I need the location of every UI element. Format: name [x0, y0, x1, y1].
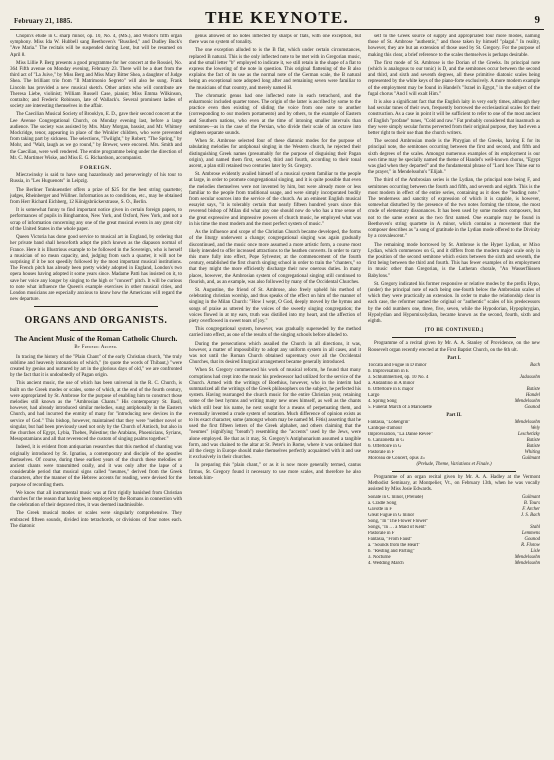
programme-composer: Gounod	[524, 404, 540, 410]
programme-piece: Cantique d'amour	[368, 425, 403, 431]
programme-composer: Batiste	[526, 443, 540, 449]
programme-composer: Stahl	[530, 525, 540, 531]
paragraph: We know that all instrumental music was at first rigidly banished from Christian churches for the reason that having been employed by the Romans in connection with the celebration of their depraved rites, it was deemed inadmissible.	[10, 490, 182, 509]
issue-date: February 21, 1885.	[14, 17, 73, 25]
paragraph: In preparing this "plain chant," or as it is now more generally termed, cantus firmus, St. Gregory found it necessary to use more scales, and therefore he also betook him-	[189, 463, 361, 481]
paragraph: Miss Lillie P. Berg presents a good programme for her concert at the Rossiel, No. 364 Fifth avenue on Monday evening, February 23. There will be a duet from the third act of "La Juive," by Miss Berg and Miss Mary Bitter Shea, a daughter of Judge Shea. The brilliant trio from "Il Matrimonio Segreto" will also be sung. Frank Lincoln has provided a new musical sketch. Other artists who will contribute are Theresa Liebe, violinist; William Russell Case, pianist; Miss Emma Wilkinson, contralto; and Frederic Robinson, late of Wallack's. Several prominent ladies of society are interesting themselves in the affair.	[10, 60, 182, 110]
programme-part-label: Part I.	[447, 355, 461, 361]
programme-note: (Prelude, Theme, Variations et Finale.)	[416, 461, 492, 467]
article-byline: By Frederic Archer.	[74, 345, 118, 351]
programme-composer: Handel	[525, 392, 540, 398]
article-title: The Ancient Music of the Roman Catholic Church.	[14, 334, 178, 344]
programme-piece: Songs, "In … a Maid of Kent"	[368, 525, 427, 531]
programme-piece: 4. Wedding March	[368, 561, 404, 567]
divider	[392, 337, 516, 338]
programme-piece: 6. Offertoire in G	[368, 443, 402, 449]
programme-intro: Programme of an organ recital given by Mr. A. A. Hadley at the Vermont Methodist Seminary, at Montpelier, Vt., on February 13th, when he was vocally assisted by Miss Josie Edwards.	[368, 474, 540, 493]
paragraph: Queen Victoria has done good service to musical art in England, by ordering that her private band shall henceforth adopt the pitch known as the diapason normal of France. Here it is Illustrious example to be followed in the Sovereign, who is herself a musician of no mean capacity, and, judging from such a quarter, it will not be surprising if it be not speedily followed by the most important musical institutions. The French pitch has already been pretty widely adopted in England, London's two opera houses having adopted it some years since. Madame Patti has insisted on it, to save her voice any longer by singing to the high or "concert" pitch. It will be curious to note what influence the Queen's example exercises in other musical cities, and London musicians are especially anxious to know how the Americans will regard the new departure.	[10, 235, 182, 303]
paragraph: As the influence and scope of the Christian Church became developed, the forms of the liturgy underwent a change; congregational singing was again gradually discontinued, and the music once more assumed a more artistic form, a course most likely intended to offer increased attractions to the heathen converts. In order to carry this more fully into effect, Pope Sylvester, at the commencement of the fourth century, established the first church singing school in order to train the "chanters," so that they might the more efficiently discharge their now onerous duties. In many places, however, the Ambrosian system of congregational singing still continued to flourish, and, as an example, was also followed by many of the Occidental Churches.	[189, 230, 361, 285]
programme-piece: 3. Schlummerlied, op. 10 No. 4	[368, 374, 429, 380]
paragraph: The third of the Ambrosian series is the Lydian, the principal note being F, and semitones occurring between the fourth and fifth, and seventh and eighth. This is the most modern in effect of the entire series, containing as it does the "leading note." The tenderness and sanctity of expression of which it is capable, is however, somewhat disturbed by the presence of the two notes forming the tritone, the most crude of elementary dissonances. It has been used by some modern composers, but not to the same extent as the two first named. One example may be found in Beethoven's string quartette in A minor, which contains a movement that the composer describes as "a song of gratitude in the Lydian mode offered to the Divinity by a convalescent."	[368, 178, 540, 240]
paragraph: The remaining mode borrowed by St. Ambrose is the Hyper Lydian, or Mixo Lydian, which commences on G, and it differs from the modern major scale only in the position of the second semitone which exists between the sixth and seventh, the first being between the third and fourth. This has fewer examples of its employment in music other than Gregorian, is the Lutheran chorale, "An Wasserflüssen Babylons."	[368, 242, 540, 279]
programme-item	[368, 561, 540, 567]
paragraph: During the persecutions which assailed the Church in all directions, it was, however, a matter of impossibility to adopt any uniform system in all cases, and it was not until the Roman Church obtained supremacy over all the Occidental Churches, that its desired liturgical arrangement became generally introduced.	[189, 341, 361, 366]
paragraph: When St. Gregory commenced his work of musical reform, he found that many corruptions had crept into the music his predecessor had utilized for the service of the Church. Armed with the writings of Boethius, however, who in the interim had summarized all the writings of the Greek philosophers on the subject, he perfected his system. Having rearranged the church music for the entire Christian year, retaining some of the best hymns and writing many new ones himself, as well as the chants which still bear his name, he next sought for a means of perpetuating them, and eventually invented a crude system of notation. Much difference of opinion exists as to its exact character, some (amongst whom may be named M. Fétis) asserting that he used the first fifteen letters of the Greek alphabet, and others claiming that the "neumes" (signifying "breath") resembling the "accents" used by the Jews, were alone employed. Be that as it may, St. Gregory's Antiphonarium assumed a tangible form, and was chained to the altar at St. Peter's in Rome, where it was ordained that all the clergy in Europe should make themselves perfectly acquainted with it and use it exclusively in their churches.	[189, 368, 361, 461]
divider	[392, 471, 516, 472]
programme-composer: Lisle	[530, 549, 540, 555]
columns	[10, 34, 544, 758]
programme-composer: Bach	[530, 362, 540, 368]
programme-piece: 3. Nocturne	[368, 555, 391, 561]
to-be-continued-note: [TO BE CONTINUED.]	[424, 328, 484, 334]
programme-piece: Song, "In "The Flower Flower"	[368, 519, 429, 525]
programme-piece: Sonate in C minor, (Prelude)	[368, 495, 424, 501]
programme-piece: 5. Funeral March of a Marionette	[368, 404, 432, 410]
programme-composer: Jadassohn	[519, 374, 540, 380]
paragraph: It is also a significant fact that the English laity in very early times, although they had secular tunes of their own, frequently borrowed the ecclesiastical scales for their construction. As a case in point it will be sufficient to refer to one of the most ancient of English "profane" tunes, "Cold and raw." Fat probably considered that inasmuch as they were simply secular forms perverted from their original purpose, they had even a better right to their use than the church writers.	[368, 100, 540, 137]
publication-title: THE KEYNOTE.	[205, 8, 349, 27]
programme-composer: J. S. Bach	[520, 513, 540, 519]
foreign-heading: FOREIGN.	[80, 165, 112, 172]
programme-composer: Whiting	[524, 449, 540, 455]
programme-piece: b. "Resting and Parting"	[368, 549, 415, 555]
programme-item	[368, 405, 540, 411]
programme-item	[368, 456, 540, 462]
programme-piece: Great Fugue in G minor	[368, 513, 415, 519]
programme-composer: Mendelssohn	[514, 419, 540, 425]
paragraph: self to the Greek source of supply and appropriated four more modes, naming those of St. Ambrose "authentic," and those taken by himself "plagal." In reality, however, they are but an extension of those used by St. Gregory. For the purpose of making this clear, a brief reference to the scales themselves is perhaps desirable.	[368, 34, 540, 58]
programme-composer: Wely	[530, 425, 540, 431]
programme-composer: Mendelssohn	[514, 561, 540, 567]
page-number: 9	[534, 14, 540, 26]
paragraph: St. Augustine, the friend of St. Ambrose, also freely upheld his method of celebrating christian worship, and thus speaks of the effect on him of the manner of singing in the Milan Church: "How I wept, O God, deeply moved by the hymns and songs of praise as uttered by the voices of the sweetly singing congregation; the voices flowed in at my ears, truth was distilled into my heart, and the affection of piety overflowed in sweet tears of joy."	[189, 287, 361, 324]
programme-composer: Mendelssohn	[514, 555, 540, 561]
paragraph: The second Ambrosian mode is the Phrygian of the Greeks, having E for its principal note, the semitones occurring between the first and second, and fifth and sixth degrees of the scales. Amongst numerous examples of its employment is our own time may be specially named the theme of Handel's well-known chorus, "Egypt was glad when they departed" and the fundamental phrase of "Lord how Thine ear to the prayer," in Mendelssohn's "Elijah."	[368, 139, 540, 176]
programme-piece: a. Andantino in A minor	[368, 380, 415, 386]
programme-piece: Largo	[368, 392, 380, 398]
programme-composer: F. Archer	[522, 507, 540, 513]
programme-piece: a. Cradle Song	[368, 501, 397, 507]
paragraph: The Berliner Tonkuenstler offers a prize of $25 for the best string quartette; judges, Rheinberger and Wüllner. Information as to conditions, etc., may be obtained from Herr Richard Eichberg, 12 Königsbrückerstrasse, S. O., Berlin.	[10, 187, 182, 206]
article-body	[10, 355, 182, 530]
paragraph: When St. Ambrose selected four of these diatonic modes for the purpose of tabulating melodies for antiphonal singing in the Western church, he rejected their distinguishing Greek names (presumably for the purpose of disguising their Pagan origin), and named them first, second, third and fourth, according to their tonal ascent, a plan still retained two centuries later by St. Gregory.	[189, 139, 361, 170]
programme-composer: Gounod	[524, 537, 540, 543]
paragraph: The Caecilian Musical Society of Brooklyn, E. D., gave their second concert at the Lee Avenue Congregational Church, on Monday evening last, before a large audience. The society was assisted by Mrs. Mary Morgan, bassist, and Mr. Whitney Mockridge, tenor, appearing in place of the Winkler children, who were prevented from taking part by sickness. The selections, "Twilight," by Robert; "The Spring," by Mohr, and "Wait, laugh as we go round," by Brewer, were encored. Mrs. Smith and the Caecilian, were well rendered. The entire programme being under the direction of Mr. C. Mortimer Wiske, and Miss E. G. Richardson, accompanist.	[10, 112, 182, 161]
column-1-news	[10, 34, 182, 162]
paragraph: The one exception alluded to is the B flat, which under certain circumstances, replaced B natural. This is the only inflected note to be met with in Gregorian music, and the small letter "b" employed to indicate it, we still retain in the shape of a flat to express the lowering of the note in question. This original flattening of the B also explains the fact of its use as the normal note of the German scale, the B natural being an exceptional note adopted long after and remaining seven were familiar to the musicians of that country, and merely named H.	[189, 48, 361, 91]
programme-list	[368, 420, 540, 462]
programme-1	[368, 356, 540, 468]
paragraph: The chromatic genus had one inflected note in each tetrachord, and the enharmonic included quarter tones. The origin of the latter is ascribed by some to the practice even then existing of sliding the voice from one note to another (corresponding to our modern portamento) and by others, to the example of Eastern and Southern nations, who even at the time of intoning smaller intervals than semitones—as in the case of the Persian, who divide their scale of an octave into eighteen separate sounds.	[189, 93, 361, 137]
column-2	[189, 34, 361, 758]
programme-part-label: Part II.	[446, 412, 462, 418]
programme-list	[368, 495, 540, 567]
programme-piece: Toccata and Fugue in D minor	[368, 362, 427, 368]
paragraph: The Greek musical modes or scales were singularly comprehensive. They embraced fifteen sounds, divided into tetrachords, or divisions of four notes each. The diatonic	[10, 511, 182, 529]
programme-piece: Fantasia, "From Faust"	[368, 537, 413, 543]
programme-piece: 4. Spring Song	[368, 398, 397, 404]
programme-piece: a. "Sounds from the Heart"	[368, 543, 421, 549]
programme-composer: R. Flotow	[521, 543, 540, 549]
foreign-news	[10, 173, 182, 303]
programme-list	[368, 363, 540, 411]
paragraph: This ancient music, the use of which has been universal in the R. C. Church, is built on the Greek modes or scales, some of which, at the end of the fourth century, were appropriated by St. Ambrose for the purpose of enabling him to construct those melodies still known as the "Ambrosian Chants." His contemporary St. Basil, however, had already introduced similar melodies, sung antiphonally in the Eastern Church, and had incurred the enmity of many for "introducing new devices in the service of God." This bishop, however, maintained that they were "neither novel or singular, but had been previously used not only by the Church of Antioch, but also in the churches of Egypt, Lybia, Thebes, Palestine; the Arabians, Phoenicians, Syrians, Mesopotamians and all that reverenced the custom of singing psalms together."	[10, 381, 182, 443]
programme-composer: Mendelssohn	[514, 398, 540, 404]
programme-piece: b. Offertoire in E major	[368, 386, 414, 392]
programme-composer: Guilmant	[521, 455, 540, 461]
programme-composer: Batiste	[526, 386, 540, 392]
paragraph: It is somewhat funny to find important notice given in certain foreign papers, to performances of pupils in Binghamton, New York, and Oxford, New York, and not a scrap of information concerning any one of the great musical events in any great city of the United States in the whole paper.	[10, 208, 182, 232]
paragraph: This congregational system, however, was gradually superseded by the method carried into effect, as one of the results of the singing schools before alluded to.	[189, 327, 361, 339]
paragraph: genus allowed of no notes inflected by sharps or flats, with one exception, but there was no system of tonality.	[189, 34, 361, 46]
section-title: ORGANS AND ORGANISTS.	[24, 315, 168, 327]
paragraph: St. Gregory indicated his former responsive or relative modes by the prefix Hypo, (under) the principal note of each being one-fourth below the Ambrosian scales of which they were practically an extension. In order to make the relationship clear in each case, the reformer named the original or "authentic" scales of his predecessors by the odd numbers one, three, five, seven, while the Hypodorian, Hypophrygian, Hypolydian and Hypomixolydian, became known as the second, fourth, sixth and eighth.	[368, 281, 540, 324]
programme-composer: Guilmant	[521, 495, 540, 501]
programme-piece: b. Improvisation in E	[368, 368, 409, 374]
masthead	[10, 8, 544, 30]
divider	[70, 330, 122, 331]
paragraph: Mieczwinsky is said to have sung hazardously and perseveringly of his tour to Russia, in "Les Huguenots" in Leipzig.	[10, 173, 182, 185]
divider	[34, 306, 158, 307]
programme-intro: Programme of a recital given by Mr. A. A. Stanley of Providence, on the new Roosevelt organ recently erected at the First Baptist Church, on the 6th ult.	[368, 341, 540, 353]
column-3	[368, 34, 540, 758]
programme-piece: Fantasia, "Lohengrin"	[368, 419, 411, 425]
programme-piece: Gavotte in F	[368, 507, 392, 513]
programme-piece: Morceau de Concert, opus 35	[368, 455, 425, 461]
programme-composer: Lemmens	[521, 531, 540, 537]
programme-2	[368, 495, 540, 567]
programme-piece: Pastorale in F	[368, 531, 395, 537]
paragraph: Chopin's etude in C sharp minor, op. 10, No. 4, (MS.), and Widor's fifth organ symphony. Miss Ida W. Hubbell sang Beethoven's "Busslied," and Dudley Buck's "Ave Maria." The recitals will be suspended during Lent, but will be resumed on April 8.	[10, 34, 182, 58]
programme-composer: Leschetizky	[517, 431, 540, 437]
programme-piece: Pastorale in F	[368, 449, 395, 455]
paragraph: In tracing the history of the "Plain Chant" of the early Christian church, "the truly sublime and heavenly intonations of which," (to quote the words of Thibaut,) "were created by genius and nurtured by art in the glorious days of old," we are confronted by the fact that it is undoubtedly of Pagan origin.	[10, 354, 182, 379]
programme-composer: B. Tours	[523, 501, 540, 507]
paragraph: St. Ambrose evidently availed himself of a musical system familiar to the people at large, in order to promote congregational singing, and it is quite possible that even the melodies themselves were not invented by him, but were already more or less familiar to the people from traditional usage, and were simply incorporated bodily from secular sources into the service of the church. As an eminent English musical essayist says, "it is tolerably certain that nearly fifteen hundred years since this reverend bishop of Milan did what any one should now do who has a true sense of the great expressive and impressive powers of church music, he employed what was in his time the most modern and the most perfect system of music."	[189, 172, 361, 227]
programme-composer: Batiste	[526, 437, 540, 443]
programme-piece: 6. Canzonetta in G	[368, 437, 404, 443]
paragraph: Indeed, it is evident from antiquarian researches that this method of chanting was originally introduced by St. Ignatius, a contemporary and disciple of the apostles themselves. Of course, during these earliest years of the church these melodies or ancient chants were transmitted orally, and it was only after the lapse of a considerable period that musical signs called "neumes," derived from the Greek characters, after the manner of the Hebrew accents for reading, were devised for the purpose of recording them.	[10, 445, 182, 488]
column-1	[10, 34, 182, 758]
programme-piece: Improvisation, "La Danse Revee"	[368, 431, 433, 437]
paragraph: The first mode of St. Ambrose is the Dorian of the Greeks. Its principal note (which is analogous to our tonic) is D, and the semitones occur between the second and third, and sixth and seventh degrees, all these primitive diatonic scales being represented by the white keys of the piano-forte exclusively. A more modern example of the employment may be found in Handel's "Israel in Egypt," in the subject of the fugal chorus "And I will exalt Him."	[368, 60, 540, 97]
